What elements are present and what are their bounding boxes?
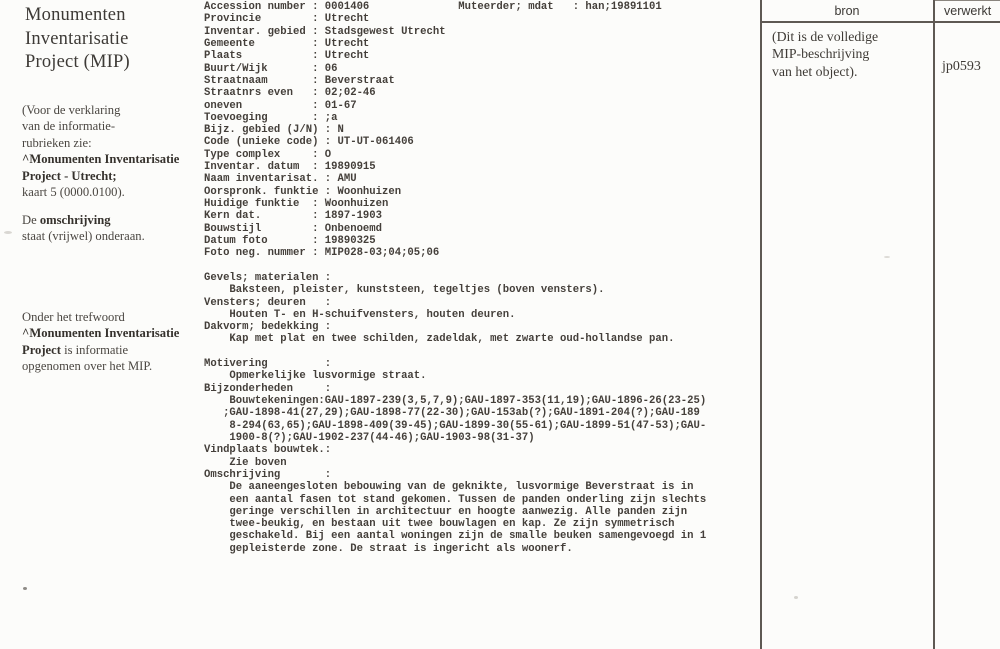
typed-line: Buurt/Wijk : 06 xyxy=(204,62,338,75)
typed-line xyxy=(204,260,706,272)
typed-line: Toevoeging : ;a xyxy=(204,111,338,124)
typed-line: Vindplaats bouwtek.: xyxy=(204,444,332,457)
table-top-border xyxy=(935,0,1000,1)
typed-line: Motivering : xyxy=(204,358,332,371)
typed-line: twee-beukig, en bestaan uit twee bouwlagen en kap. Ze zijn symmetrisch xyxy=(204,518,675,531)
typed-line: Straatnrs even : 02;02-46 xyxy=(204,87,376,100)
verwerkt-code: jp0593 xyxy=(942,59,981,74)
typed-line: Baksteen, pleister, kunststeen, tegeltjes (boven vensters). xyxy=(204,284,605,297)
typed-line: Kap met plat en twee schilden, zadeldak, met zwarte oud-hollandse pan. xyxy=(204,333,675,346)
note-line: kaart 5 (0000.0100). xyxy=(22,185,125,200)
typed-line: Dakvorm; bedekking : xyxy=(204,321,332,334)
typed-line: Code (unieke code) : UT-UT-061406 xyxy=(204,136,414,149)
column-header-verwerkt: verwerkt xyxy=(944,4,992,18)
typed-line: Type complex : O xyxy=(204,148,332,161)
typed-line: Accession number : 0001406 Muteerder; mdat : han;19891101 xyxy=(204,1,662,13)
typed-line: Provincie : Utrecht xyxy=(204,13,370,26)
typed-line xyxy=(204,346,706,358)
typed-line: Houten T- en H-schuifvensters, houten deuren. xyxy=(204,308,516,321)
page-title xyxy=(25,4,130,75)
typed-line: Kern dat. : 1897-1903 xyxy=(204,210,383,223)
typed-line: Huidige funktie : Woonhuizen xyxy=(204,198,389,210)
typed-line: Oorspronk. funktie : Woonhuizen xyxy=(204,185,402,198)
typed-line: Gemeente : Utrecht xyxy=(204,37,370,50)
scan-speck xyxy=(884,256,890,258)
note-line: staat (vrijwel) onderaan. xyxy=(22,229,145,244)
bron-note-line: van het object). xyxy=(772,63,858,79)
typed-line: Bouwtekeningen:GAU-1897-239(3,5,7,9);GAU-1897-353(11,19);GAU-1896-26(23-25) xyxy=(204,395,707,407)
note-line: opgenomen over het MIP. xyxy=(22,359,153,374)
typed-line: oneven : 01-67 xyxy=(204,99,357,112)
typed-line: Inventar. datum : 19890915 xyxy=(204,161,376,174)
typed-line: Opmerkelijke lusvormige straat. xyxy=(204,370,427,383)
note-line: De omschrijving xyxy=(22,213,111,227)
scan-speck xyxy=(794,596,798,599)
note-line: Project - Utrecht; xyxy=(22,168,117,183)
note-line: ^Monumenten Inventarisatie xyxy=(22,326,180,341)
note-line: (Voor de verklaring xyxy=(22,103,121,117)
typed-line: geschakeld. Bij een aantal woningen zijn de smalle beuken samengevoegd in 1 xyxy=(204,530,707,543)
typed-line: geringe verschillen in architectuur en hoogte aanwezig. Alle panden zijn xyxy=(204,505,688,518)
note-trefwoord xyxy=(22,309,207,375)
note-line: rubrieken zie: xyxy=(22,135,92,150)
column-header-bron: bron xyxy=(834,4,860,18)
note-verklaring xyxy=(22,102,207,200)
typed-line: Straatnaam : Beverstraat xyxy=(204,74,395,87)
typed-line: De aaneengesloten bebouwing van de geknikte, lusvormige Beverstraat is in xyxy=(204,481,694,494)
typed-line: Vensters; deuren : xyxy=(204,296,332,309)
typed-line: Bijzonderheden : xyxy=(204,382,332,395)
typed-line: Bijz. gebied (J/N) : N xyxy=(204,124,344,137)
typed-line: Datum foto : 19890325 xyxy=(204,234,376,247)
note-line: van de informatie- xyxy=(22,119,116,134)
typed-line: Foto neg. nummer : MIP028-03;04;05;06 xyxy=(204,247,440,260)
table-header-underline xyxy=(760,21,1000,23)
table-column-divider xyxy=(933,0,935,649)
typed-line: ;GAU-1898-41(27,29);GAU-1898-77(22-30);GAU-153ab(?);GAU-1891-204(?);GAU-189 xyxy=(204,407,700,420)
typed-line: Omschrijving : xyxy=(204,468,332,481)
bron-note xyxy=(772,28,927,80)
typed-line: Inventar. gebied : Stadsgewest Utrecht xyxy=(204,25,446,38)
title-line: Inventarisatie xyxy=(25,28,129,49)
scan-speck xyxy=(23,587,27,590)
scan-speck xyxy=(4,231,12,234)
typed-line: een aantal fasen tot stand gekomen. Tussen de panden onderling zijn slechts xyxy=(204,493,707,506)
bron-note-line: MIP-beschrijving xyxy=(772,46,870,62)
typed-line: Naam inventarisat. : AMU xyxy=(204,173,357,186)
note-omschrijving xyxy=(22,212,207,245)
note-line: Project is informatie xyxy=(22,342,129,357)
bron-note-line: (Dit is de volledige xyxy=(772,29,879,44)
note-line: Onder het trefwoord xyxy=(22,310,125,324)
typed-line: gepleisterde zone. De straat is ingericht als woonerf. xyxy=(204,542,573,555)
title-line: Project (MIP) xyxy=(25,52,130,72)
title-line: Monumenten xyxy=(25,5,126,25)
table-border-left xyxy=(760,0,762,649)
record-text-block xyxy=(204,1,706,555)
typed-line: 8-294(63,65);GAU-1898-409(39-45);GAU-1899-30(55-61);GAU-1899-51(47-53);GAU- xyxy=(204,419,707,432)
typed-line: Gevels; materialen : xyxy=(204,271,332,284)
typed-line: Plaats : Utrecht xyxy=(204,50,370,63)
typed-line: 1900-8(?);GAU-1902-237(44-46);GAU-1903-98(31-37) xyxy=(204,431,535,444)
typed-line: Zie boven xyxy=(204,456,287,469)
note-line: ^Monumenten Inventarisatie xyxy=(22,152,180,167)
typed-line: Bouwstijl : Onbenoemd xyxy=(204,222,383,235)
